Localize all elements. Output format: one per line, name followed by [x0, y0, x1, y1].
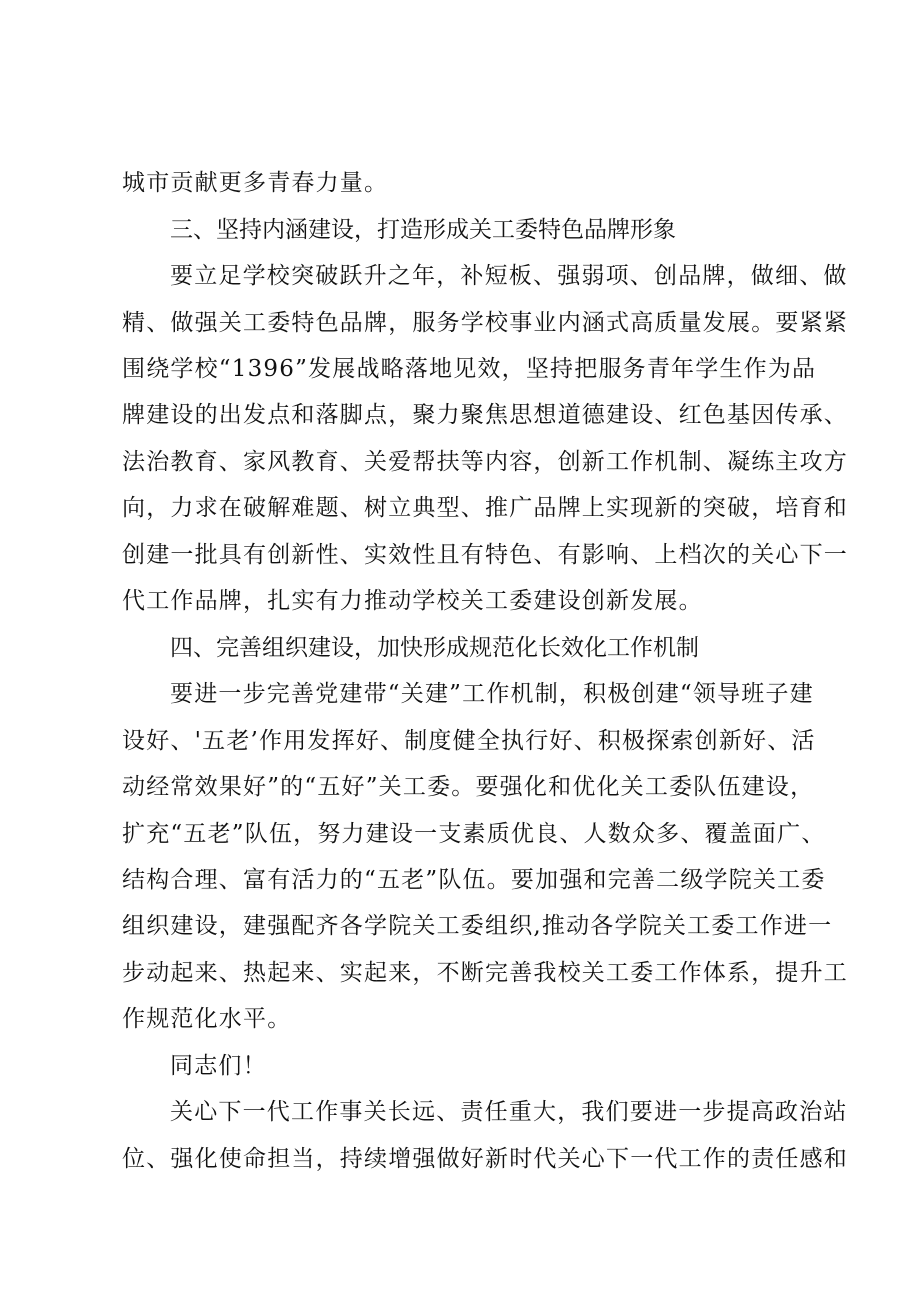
section-heading-4: 四、完善组织建设，加快形成规范化长效化工作机制 [170, 635, 699, 661]
paragraph-line: 步动起来、热起来、实起来，不断完善我校关工委工作体系，提升工 [122, 960, 848, 986]
paragraph-line: 结构合理、富有活力的“五老”队伍。要加强和完善二级学院关工委 [122, 867, 826, 893]
paragraph-line: 围绕学校“1396”发展战略落地见效，坚持把服务青年学生作为品 [122, 356, 817, 382]
paragraph-line: 城市贡献更多青春力量。 [122, 170, 389, 196]
paragraph-line: 设好、'五老’作用发挥好、制度健全执行好、积极探索创新好、活 [122, 728, 816, 754]
paragraph-line: 组织建设，建强配齐各学院关工委组织,推动各学院关工委工作进一 [122, 913, 833, 939]
paragraph-line: 扩充“五老”队伍，努力建设一支素质优良、人数众多、覆盖面广、 [122, 821, 826, 847]
paragraph-line: 要进一步完善党建带“关建”工作机制，积极创建“领导班子建 [170, 681, 814, 707]
paragraph-line: 要立足学校突破跃升之年，补短板、强弱项、创品牌，做细、做 [170, 263, 848, 289]
paragraph-line: 牌建设的出发点和落脚点，聚力聚焦思想道德建设、红色基因传承、 [122, 402, 848, 428]
paragraph-line: 向，力求在破解难题、树立典型、推广品牌上实现新的突破，培育和 [122, 495, 848, 521]
paragraph-line: 关心下一代工作事关长远、责任重大，我们要进一步提高政治站 [170, 1099, 848, 1125]
paragraph-line: 代工作品牌，扎实有力推动学校关工委建设创新发展。 [122, 588, 703, 614]
paragraph-line: 作规范化水平。 [122, 1006, 292, 1032]
paragraph-line: 动经常效果好”的“五好”关工委。要强化和优化关工委队伍建设， [122, 774, 815, 800]
salutation: 同志们！ [170, 1053, 267, 1079]
paragraph-line: 位、强化使命担当，持续增强做好新时代关心下一代工作的责任感和 [122, 1146, 848, 1172]
paragraph-line: 精、做强关工委特色品牌，服务学校事业内涵式高质量发展。要紧紧 [122, 310, 848, 336]
paragraph-line: 创建一批具有创新性、实效性且有特色、有影响、上档次的关心下一 [122, 542, 848, 568]
section-heading-3: 三、坚持内涵建设，打造形成关工委特色品牌形象 [170, 217, 676, 243]
paragraph-line: 法治教育、家风教育、关爱帮扶等内容，创新工作机制、凝练主攻方 [122, 449, 848, 475]
